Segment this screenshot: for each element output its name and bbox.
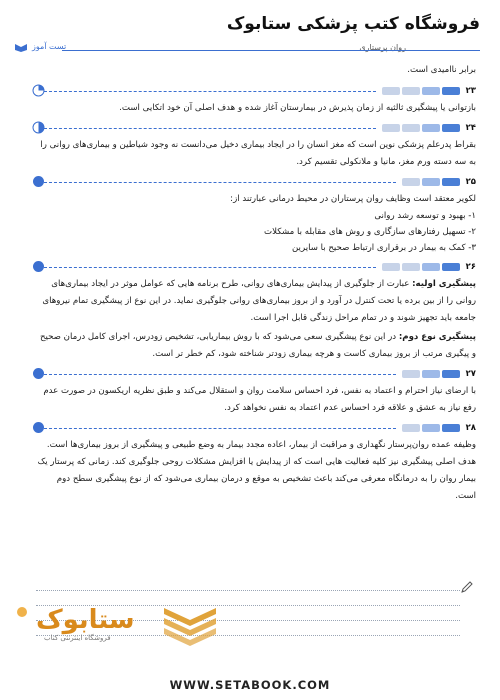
question-number: ۲۴ (465, 123, 476, 133)
question-tags (382, 263, 460, 271)
question-tags (402, 178, 460, 186)
tag (422, 124, 440, 132)
question-rule (44, 267, 376, 268)
tag (422, 178, 440, 186)
question-header (36, 121, 476, 135)
list-item: ۲- تسهیل رفتارهای سازگاری و روش های مقابله با مشکلات (264, 227, 476, 237)
answer-text: بازتوانی یا پیشگیری ثالثیه از زمان پذیرش در بیمارستان آغاز شده و هدف اصلی آن خود اتکایی است. (119, 103, 476, 113)
tag (442, 263, 460, 271)
question-header (36, 421, 476, 435)
answer-text (36, 329, 476, 363)
pie-icon (32, 260, 45, 273)
question-number: ۲۵ (465, 177, 476, 187)
question-header (36, 260, 476, 274)
list-item: ۳- کمک به بیمار در برقراری ارتباط صحیح با سایرین (292, 243, 476, 253)
answer-text: لکویر معتقد است وظایف روان پرستاران در محیط درمانی عبارتند از: (230, 194, 476, 204)
answer-text: با ارضای نیاز احترام و اعتماد به نفس، فرد احساس سلامت روان و استقلال می‌کند و طبق نظریه اریکسون در صورت عدم رفع نیاز به عشق و علاقه فرد احساس عدم اعتماد به نفس نخواهد کرد. (43, 386, 476, 413)
brand-icon (14, 42, 28, 52)
tag (442, 370, 460, 378)
tag (422, 424, 440, 432)
question-number: ۲۷ (465, 369, 476, 379)
question-tags (382, 87, 460, 95)
tag (402, 424, 420, 432)
logo-subtitle: فروشگاه اینترنتی کتاب (44, 634, 111, 642)
question-tags (382, 124, 460, 132)
tag (382, 124, 400, 132)
logo-wordmark: ستابوک (36, 605, 135, 635)
question-rule (44, 182, 396, 183)
question-tags (402, 424, 460, 432)
question-number: ۲۸ (465, 423, 476, 433)
question-rule (44, 128, 376, 129)
answer-body: در این نوع پیشگیری سعی می‌شود که با روش بیماریابی، تشخیص زودرس، اجرای کامل درمان صحیح و پیگیری مرتب از بروز بیماری کاست و هرچه بیماری زودتر شناخته شود، کم خطر تر است. (39, 332, 476, 359)
pie-icon (32, 84, 45, 97)
tag (422, 87, 440, 95)
tag (422, 263, 440, 271)
tag (402, 178, 420, 186)
answer-text: بقراط پدرعلم پزشکی نوین است که مغز انسان را در ایجاد بیماری دخیل می‌دانست نه وجود شیاطین و بیماری‌های روانی را به سه دسته ورم مغز، مانیا و ملانکولی تقسیم کرد. (40, 140, 476, 167)
question-header (36, 84, 476, 98)
tag (382, 87, 400, 95)
question-number: ۲۳ (465, 86, 476, 96)
tag (442, 424, 460, 432)
answer-text (36, 276, 476, 327)
pie-icon (32, 367, 45, 380)
pie-icon (32, 175, 45, 188)
question-tags (402, 370, 460, 378)
brand-label: تست آموز (32, 42, 67, 51)
header-divider (62, 50, 480, 51)
header-subtitle: روان پرستاری (359, 43, 406, 52)
list-item: ۱- بهبود و توسعه رشد روانی (374, 211, 476, 221)
tag (442, 87, 460, 95)
term-secondary: پیشگیری نوع دوم: (398, 332, 476, 342)
pencil-icon (460, 580, 474, 594)
page-header (14, 12, 486, 54)
term-primary: پیشگیری اولیه: (412, 279, 476, 289)
question-header (36, 367, 476, 381)
question-rule (44, 428, 396, 429)
question-rule (44, 91, 376, 92)
content (36, 62, 476, 505)
footer-url: WWW.SETABOOK.COM (169, 678, 331, 692)
tag (442, 178, 460, 186)
question-header (36, 175, 476, 189)
tag (402, 263, 420, 271)
answer-text: وظیفه عمده روان‌پرستار نگهداری و مراقبت از بیمار، اعاده مجدد بیمار به وضع طبیعی و پیشگیری از بروز بیماری‌ها است. هدف اصلی پیشگیری نیز کلیه فعالیت هایی است که از پیدایش یا افزایش مشکلات روحی جلوگیری کند. زمانی که پرستار یک بیمار روان را به درمانگاه معرفی می‌کند باعث تشخیص به موقع و درمان بیماری می‌شود که از نوع پیشگیری سطح دوم است. (37, 440, 476, 501)
answer-body: عبارت از جلوگیری از پیدایش بیماری‌های روانی، طرح برنامه هایی که عوامل موثر در ایجاد بیماری‌های روانی را از بین برده یا تحت کنترل در آورد و از بروز بیماری‌های روانی جلوگیری نماید. در این نوع از پیشگیری تمام نیروهای جامعه باید تجهیز شوند و در تمام مراحل زندگی قابل اجرا است. (42, 279, 476, 323)
question-rule (44, 374, 396, 375)
tag (402, 87, 420, 95)
tag (442, 124, 460, 132)
pie-icon (32, 121, 45, 134)
tag (382, 263, 400, 271)
tag (402, 370, 420, 378)
header-title: فروشگاه کتب پزشکی ستابوک (226, 14, 480, 34)
question-number: ۲۶ (465, 262, 476, 272)
tag (402, 124, 420, 132)
pie-icon (32, 421, 45, 434)
lead-text: برابر ناامیدی است. (407, 65, 476, 75)
tag (422, 370, 440, 378)
